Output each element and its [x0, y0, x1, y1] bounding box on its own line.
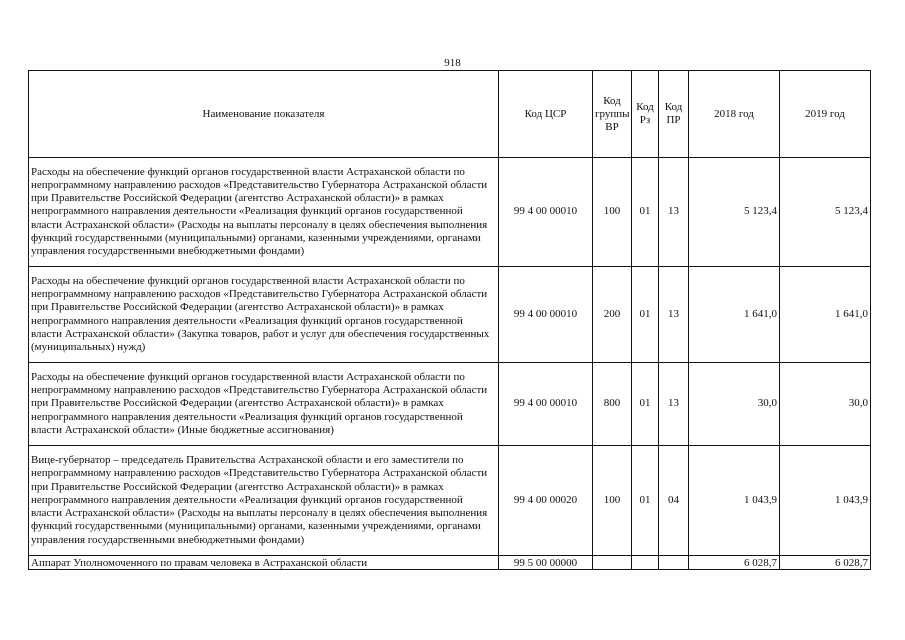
row-csr: 99 5 00 00000 [499, 556, 593, 570]
row-csr: 99 4 00 00020 [499, 446, 593, 556]
table-header-row [29, 71, 871, 158]
header-name: Наименование показателя [29, 71, 499, 158]
row-csr: 99 4 00 00010 [499, 363, 593, 446]
row-rz: 01 [632, 363, 659, 446]
row-2018: 1 043,9 [689, 446, 780, 556]
header-vr: Код группы ВР [593, 71, 632, 158]
row-name: Вице-губернатор – председатель Правительства Астраханской области и его заместители по непрограммному направлению расходов «Представительство Губернатора Астраханской области при Правительстве Российской Федерации (агентство Астраханской области)» в рамках непрограммного направления деятельности «Реализация функций органов государственной власти Астраханской области» (Расходы на выплаты персоналу в целях обеспечения выполнения функций государственными (муниципальными) органами, казенными учреждениями, органами управления государственными внебюджетными фондами) [29, 446, 499, 556]
row-rz [632, 556, 659, 570]
header-2019: 2019 год [780, 71, 871, 158]
table-row [29, 363, 871, 446]
row-2019: 6 028,7 [780, 556, 871, 570]
row-name: Аппарат Уполномоченного по правам человека в Астраханской области [29, 556, 499, 570]
table-row [29, 267, 871, 363]
header-rz: Код Рз [632, 71, 659, 158]
row-csr: 99 4 00 00010 [499, 267, 593, 363]
row-rz: 01 [632, 158, 659, 267]
header-pr: Код ПР [659, 71, 689, 158]
row-vr: 100 [593, 446, 632, 556]
row-name: Расходы на обеспечение функций органов государственной власти Астраханской области по непрограммному направлению расходов «Представительство Губернатора Астраханской области при Правительстве Российской Федерации (агентство Астраханской области)» в рамках непрограммного направления деятельности «Реализация функций органов государственной власти Астраханской области» (Иные бюджетные ассигнования) [29, 363, 499, 446]
header-2018: 2018 год [689, 71, 780, 158]
row-name: Расходы на обеспечение функций органов государственной власти Астраханской области по непрограммному направлению расходов «Представительство Губернатора Астраханской области при Правительстве Российской Федерации (агентство Астраханской области)» в рамках непрограммного направления деятельности «Реализация функций органов государственной власти Астраханской области» (Расходы на выплаты персоналу в целях обеспечения выполнения функций государственными (муниципальными) органами, казенными учреждениями, органами управления государственными внебюджетными фондами) [29, 158, 499, 267]
row-pr [659, 556, 689, 570]
row-rz: 01 [632, 446, 659, 556]
row-2018: 30,0 [689, 363, 780, 446]
row-2019: 1 043,9 [780, 446, 871, 556]
table-row [29, 446, 871, 556]
row-pr: 13 [659, 158, 689, 267]
table-row [29, 556, 871, 570]
row-2018: 1 641,0 [689, 267, 780, 363]
row-2019: 30,0 [780, 363, 871, 446]
row-pr: 13 [659, 267, 689, 363]
page-number: 918 [444, 57, 461, 69]
table-row [29, 158, 871, 267]
header-csr: Код ЦСР [499, 71, 593, 158]
row-2019: 1 641,0 [780, 267, 871, 363]
row-2018: 6 028,7 [689, 556, 780, 570]
row-csr: 99 4 00 00010 [499, 158, 593, 267]
row-vr: 800 [593, 363, 632, 446]
row-pr: 04 [659, 446, 689, 556]
row-name: Расходы на обеспечение функций органов государственной власти Астраханской области по непрограммному направлению расходов «Представительство Губернатора Астраханской области при Правительстве Российской Федерации (агентство Астраханской области)» в рамках непрограммного направления деятельности «Реализация функций органов государственной власти Астраханской области» (Закупка товаров, работ и услуг для обеспечения государственных (муниципальных) нужд) [29, 267, 499, 363]
budget-table [28, 70, 871, 570]
row-2018: 5 123,4 [689, 158, 780, 267]
row-2019: 5 123,4 [780, 158, 871, 267]
row-vr [593, 556, 632, 570]
row-pr: 13 [659, 363, 689, 446]
row-rz: 01 [632, 267, 659, 363]
row-vr: 100 [593, 158, 632, 267]
row-vr: 200 [593, 267, 632, 363]
